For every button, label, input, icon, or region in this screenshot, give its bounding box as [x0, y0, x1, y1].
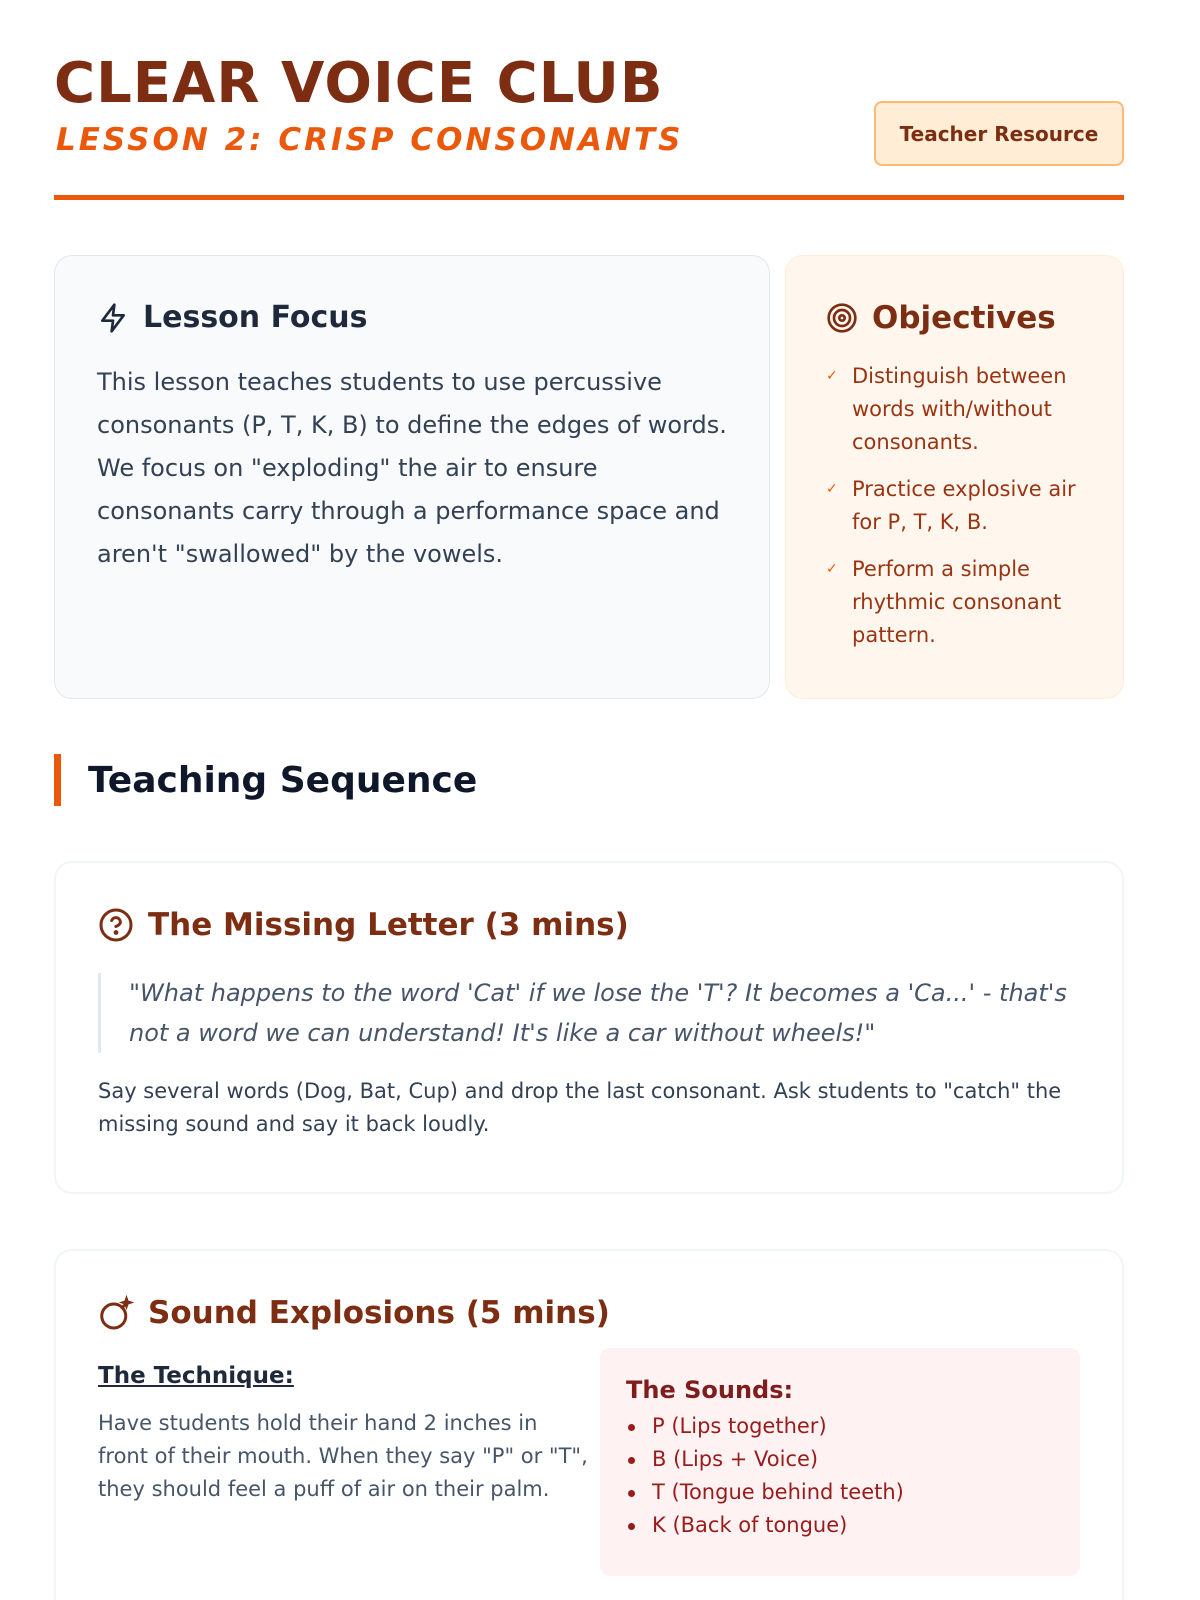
target-icon — [826, 302, 858, 334]
sound-item: K (Back of tongue) — [626, 1509, 1054, 1542]
check-icon: ✓ — [826, 481, 838, 497]
teacher-resource-badge: Teacher Resource — [874, 101, 1124, 166]
objectives-list — [826, 360, 1097, 652]
lesson-focus-card — [54, 255, 770, 699]
sound-item: P (Lips together) — [626, 1410, 1054, 1443]
objective-item: ✓ Practice explosive air for P, T, K, B. — [826, 473, 1097, 539]
step-heading — [98, 1295, 1080, 1331]
explosions-content — [98, 1363, 1080, 1600]
overview-row — [54, 255, 1124, 699]
objectives-title: Objectives — [872, 300, 1056, 336]
lesson-focus-text: This lesson teaches students to use percussive consonants (P, T, K, B) to define the edges of words. We focus on "exploding" the air to ensure consonants carry through a performance space and aren't "swallowed" by the vowels. — [97, 368, 727, 568]
check-icon: ✓ — [826, 561, 838, 577]
objective-item: ✓ Perform a simple rhythmic consonant pattern. — [826, 553, 1097, 652]
step-title: The Missing Letter (3 mins) — [148, 907, 629, 943]
bomb-icon — [98, 1295, 134, 1331]
sounds-list — [626, 1410, 1054, 1542]
step-missing-letter — [54, 861, 1124, 1194]
sounds-title: The Sounds: — [626, 1376, 794, 1404]
step-sound-explosions — [54, 1249, 1124, 1600]
lesson-focus-heading — [97, 300, 727, 335]
lesson-subtitle: LESSON 2: CRISP CONSONANTS — [56, 122, 684, 158]
sound-item: B (Lips + Voice) — [626, 1443, 1054, 1476]
teaching-sequence-title: Teaching Sequence — [54, 754, 1124, 806]
step-title: Sound Explosions (5 mins) — [148, 1295, 610, 1331]
club-title: CLEAR VOICE CLUB — [54, 51, 664, 116]
lightning-icon — [97, 302, 129, 334]
lesson-focus-title: Lesson Focus — [143, 300, 368, 335]
objectives-card — [785, 255, 1124, 699]
technique-text: Have students hold their hand 2 inches in front of their mouth. When they say "P" or "T", they should feel a puff of air on their palm. — [98, 1411, 588, 1501]
step-heading — [98, 907, 1080, 943]
technique-block — [98, 1363, 588, 1506]
objective-item: ✓ Distinguish between words with/without consonants. — [826, 360, 1097, 459]
technique-label: The Technique: — [98, 1363, 294, 1389]
page-header — [54, 0, 1124, 200]
objectives-heading — [826, 300, 1097, 336]
check-icon: ✓ — [826, 368, 838, 384]
question-circle-icon — [98, 907, 134, 943]
step-quote: "What happens to the word 'Cat' if we lose the 'T'? It becomes a 'Ca...' - that's not a word we can understand! It's like a car without wheels!" — [98, 973, 1080, 1053]
sound-item: T (Tongue behind teeth) — [626, 1476, 1054, 1509]
sounds-box — [600, 1348, 1080, 1576]
step-description: Say several words (Dog, Bat, Cup) and drop the last consonant. Ask students to "catch" the missing sound and say it back loudly. — [98, 1079, 1062, 1136]
